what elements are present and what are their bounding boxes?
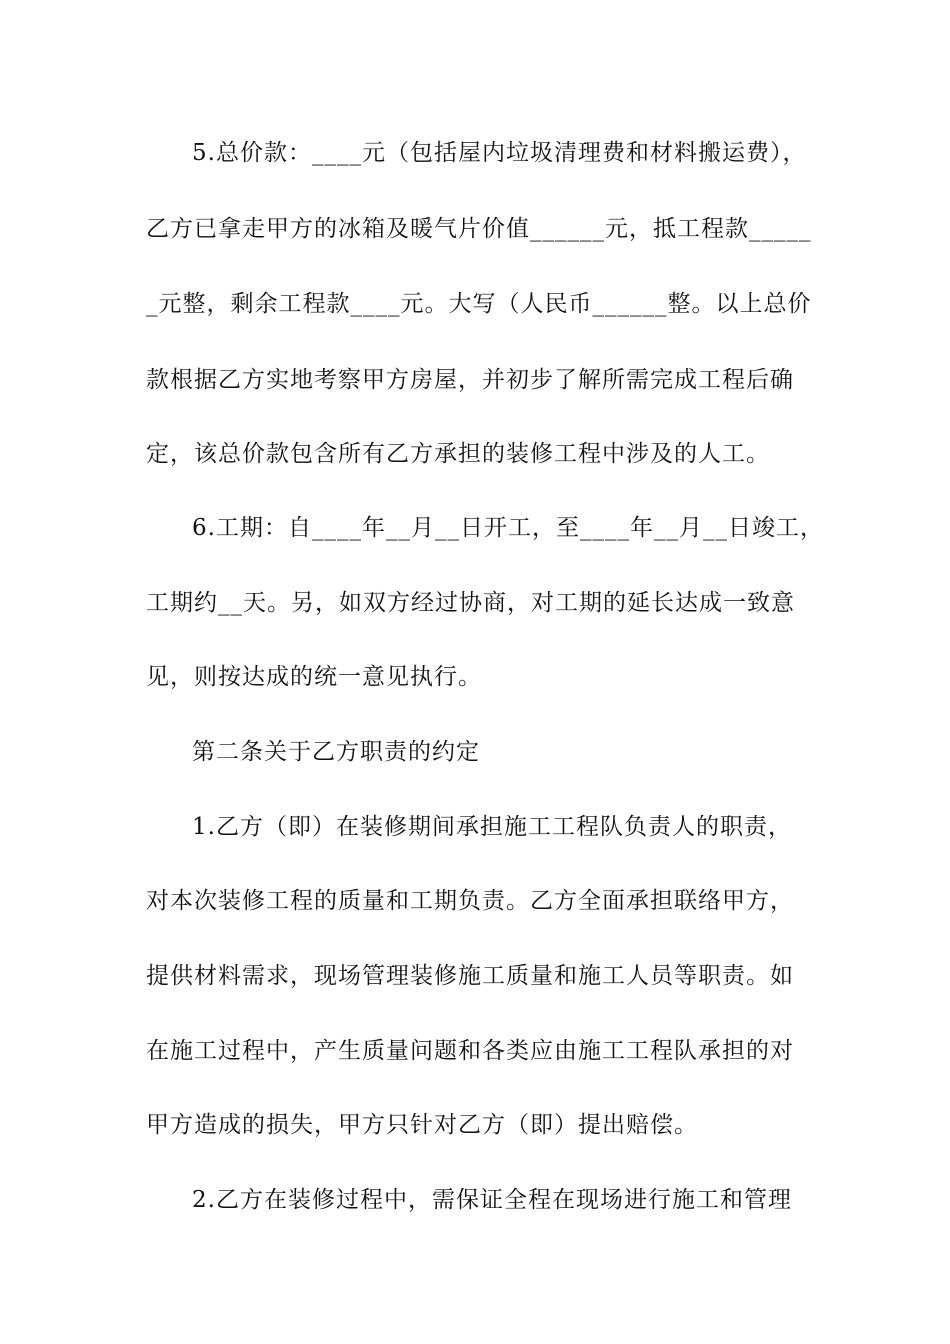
paragraph-6-line-1: 6.工期：自____年__月__日开工，至____年__月__日竣工， [192,515,824,541]
item-1-line-1: 1.乙方（即）在装修期间承担施工工程队负责人的职责， [192,814,792,840]
item-1-line-5: 甲方造成的损失，甲方只针对乙方（即）提出赔偿。 [146,1112,698,1138]
paragraph-6-line-3: 见，则按达成的统一意见执行。 [146,664,482,690]
paragraph-5-line-1: 5.总价款：____元（包括屋内垃圾清理费和材料搬运费）， [192,140,807,166]
item-1-line-2: 对本次装修工程的质量和工期负责。乙方全面承担联络甲方， [146,888,794,914]
section-heading: 第二条关于乙方职责的约定 [192,739,480,765]
paragraph-5-line-5: 定，该总价款包含所有乙方承担的装修工程中涉及的人工。 [146,441,770,467]
paragraph-5-line-2: 乙方已拿走甲方的冰箱及暖气片价值______元，抵工程款_____ [146,216,812,242]
paragraph-5-line-4: 款根据乙方实地考察甲方房屋，并初步了解所需完成工程后确 [146,367,794,393]
paragraph-5-line-3: _元整，剩余工程款____元。大写（人民币______整。以上总价 [146,291,812,317]
item-1-line-4: 在施工过程中，产生质量问题和各类应由施工工程队承担的对 [146,1038,794,1064]
item-1-line-3: 提供材料需求，现场管理装修施工质量和施工人员等职责。如 [146,963,794,989]
paragraph-6-line-2: 工期约__天。另，如双方经过协商，对工期的延长达成一致意 [146,590,795,616]
item-2-line-1: 2.乙方在装修过程中，需保证全程在现场进行施工和管理 [192,1187,792,1213]
